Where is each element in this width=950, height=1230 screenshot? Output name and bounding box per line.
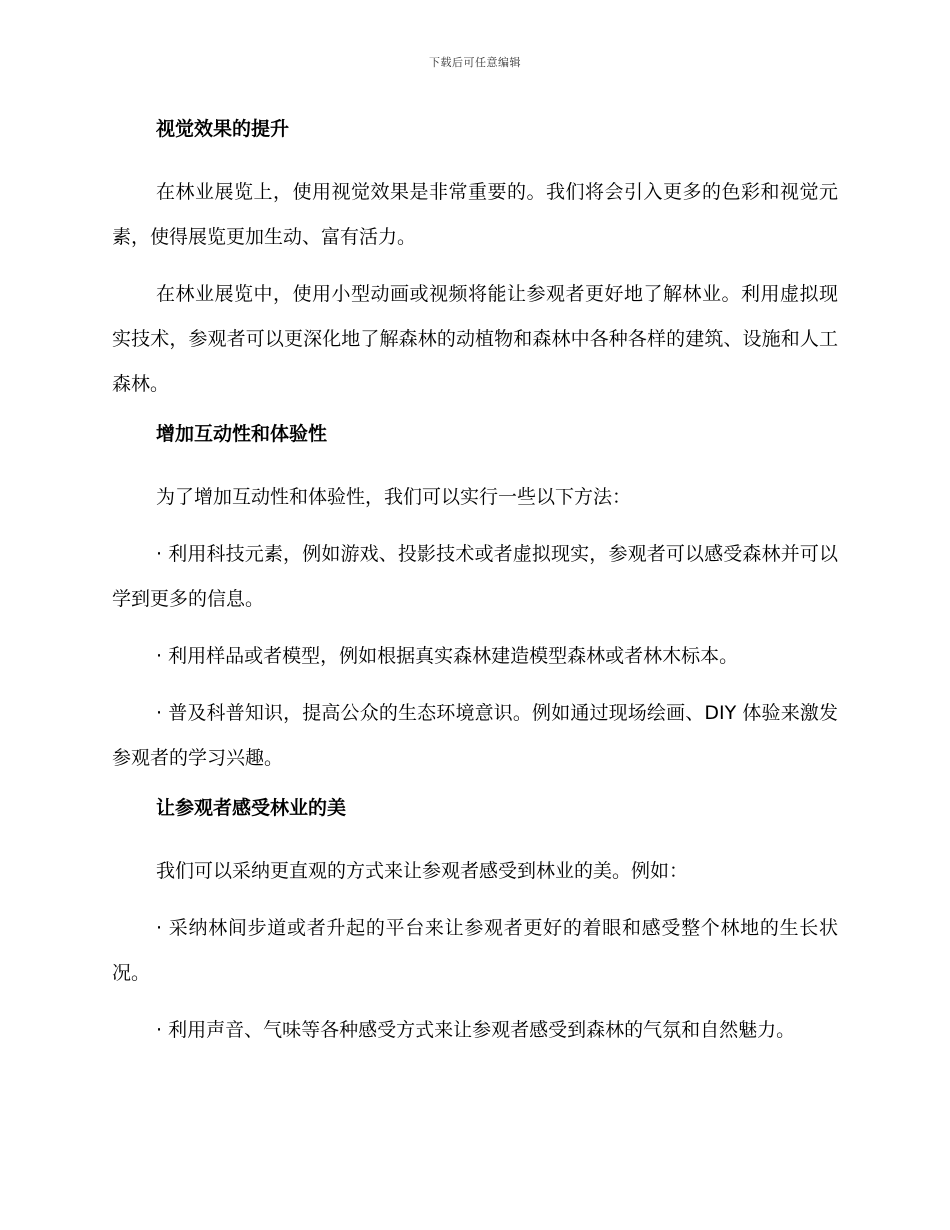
bullet-senses: · 利用声音、气味等各种感受方式来让参观者感受到森林的气氛和自然魅力。 xyxy=(156,1019,796,1041)
paragraph-visual-intro: 在林业展览上，使用视觉效果是非常重要的。我们将会引入更多的色彩和视觉元素，使得展览更加生动、富有活力。 xyxy=(112,181,838,248)
bullet-models: · 利用样品或者模型，例如根据真实森林建造模型森林或者林木标本。 xyxy=(156,645,739,667)
paragraph-beauty-intro: 我们可以采纳更直观的方式来让参观者感受到林业的美。例如： xyxy=(156,860,689,882)
bullet-science-knowledge: · 普及科普知识，提高公众的生态环境意识。例如通过现场绘画、DIY 体验来激发参观者的学习兴趣。 xyxy=(112,702,838,769)
paragraph-interaction-intro: 为了增加互动性和体验性，我们可以实行一些以下方法： xyxy=(156,486,632,508)
section-heading-beauty: 让参观者感受林业的美 xyxy=(156,797,347,819)
bullet-tech-elements: · 利用科技元素，例如游戏、投影技术或者虚拟现实，参观者可以感受森林并可以学到更多的信息。 xyxy=(112,543,838,610)
document-body xyxy=(112,114,838,1065)
section-heading-visual: 视觉效果的提升 xyxy=(156,118,290,140)
paragraph-animation: 在林业展览中，使用小型动画或视频将能让参观者更好地了解林业。利用虚拟现实技术，参观者可以更深化地了解森林的动植物和森林中各种各样的建筑、设施和人工森林。 xyxy=(112,283,838,395)
section-heading-interaction: 增加互动性和体验性 xyxy=(156,423,328,445)
header-note: 下载后可任意编辑 xyxy=(429,56,521,69)
bullet-walkway: · 采纳林间步道或者升起的平台来让参观者更好的着眼和感受整个林地的生长状况。 xyxy=(112,917,838,984)
